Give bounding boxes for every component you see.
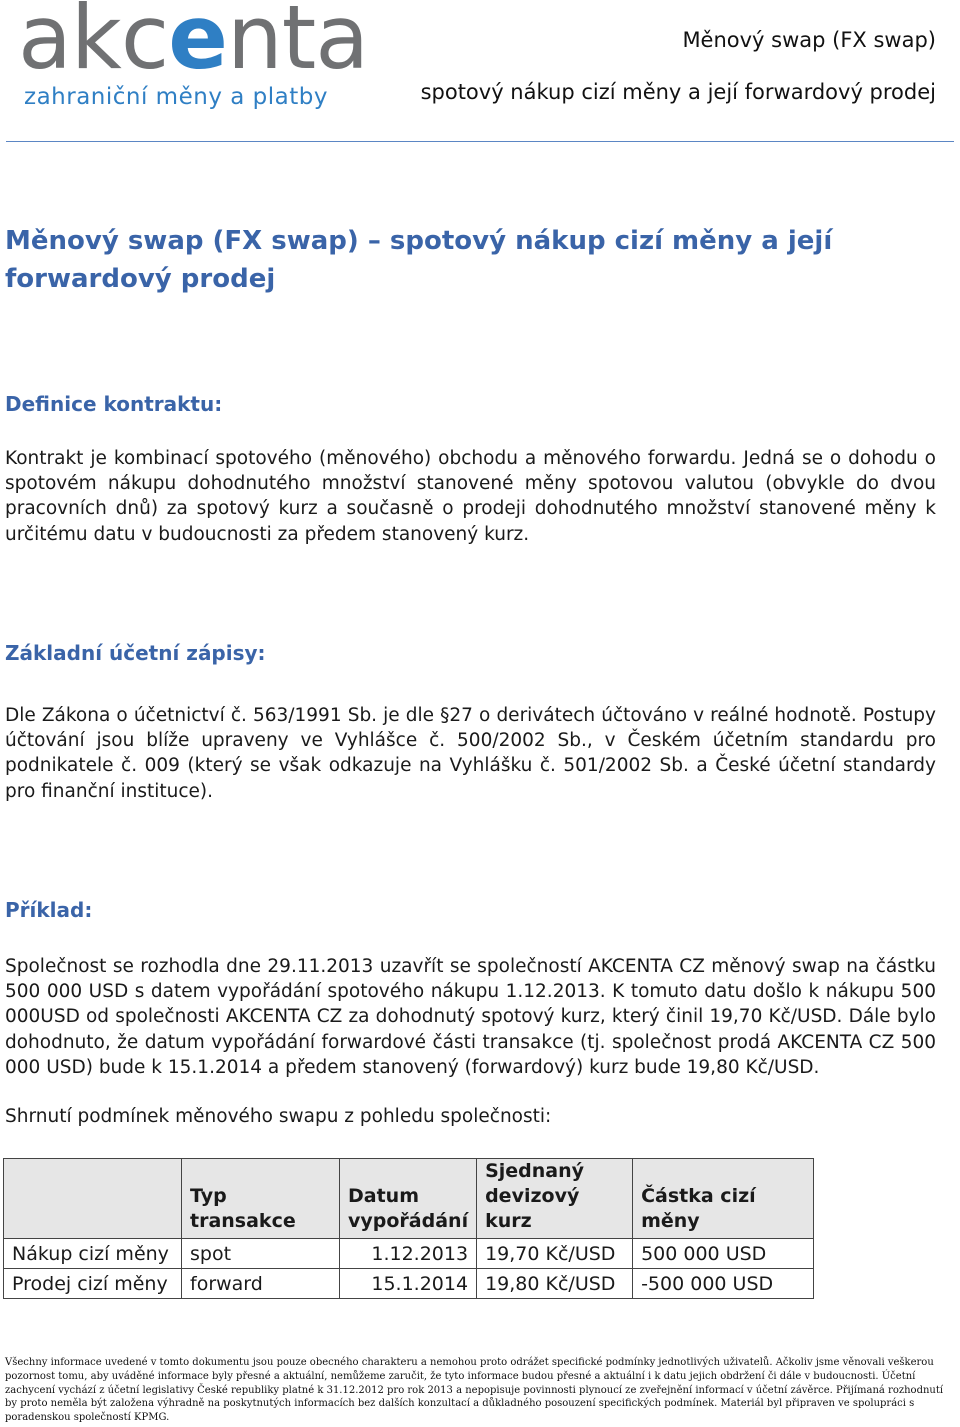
- table-header-cell: Datum vypořádání: [340, 1159, 477, 1239]
- summary-label: Shrnutí podmínek měnového swapu z pohledu společnosti:: [5, 1106, 552, 1127]
- table-cell: forward: [182, 1269, 340, 1299]
- page-title: Měnový swap (FX swap) – spotový nákup cizí měny a její forwardový prodej: [5, 226, 833, 294]
- logo-word-part: nta: [226, 0, 369, 89]
- example-text: Společnost se rozhodla dne 29.11.2013 uzavřít se společností AKCENTA CZ měnový swap na částku 500 000 USD s datem vypořádání spotového nákupu 1.12.2013. K tomuto datu došlo k nákupu 500 000USD od společnosti AKCENTA CZ za dohodnutý spotový kurz, který činil 19,70 Kč/USD. Dále bylo dohodnuto, že datum vypořádání forwardové části transakce (tj. společnost prodá AKCENTA CZ 500 000 USD) bude k 15.1.2014 a předem stanovený (forwardový) kurz bude 19,80 Kč/USD.: [5, 956, 936, 1078]
- table-header-cell: Částka cizí měny: [633, 1159, 814, 1239]
- example-heading: Příklad:: [5, 898, 93, 922]
- table-cell: 19,70 Kč/USD: [477, 1239, 633, 1269]
- header-subtitle: spotový nákup cizí měny a její forwardový prodej: [420, 80, 936, 104]
- definition-heading: Definice kontraktu:: [5, 392, 223, 416]
- accounting-text: Dle Zákona o účetnictví č. 563/1991 Sb. je dle §27 o derivátech účtováno v reálné hodnotě. Postupy účtování jsou blíže upraveny ve Vyhlášce č. 500/2002 Sb., v Českém účetním standardu pro podnikatele č. 009 (který se však odkazuje na Vyhlášku č. 501/2002 Sb. a České účetní standardy pro finanční instituce).: [5, 705, 936, 802]
- table-cell: 19,80 Kč/USD: [477, 1269, 633, 1299]
- logo-word-part: akc: [18, 0, 169, 89]
- table-header-row: [4, 1159, 814, 1239]
- swap-summary-table: [3, 1158, 814, 1299]
- table-header-cell: [4, 1159, 182, 1239]
- table-cell: Prodej cizí měny: [4, 1269, 182, 1299]
- logo-tagline: zahraniční měny a platby: [24, 84, 328, 110]
- disclaimer-footer: Všechny informace uvedené v tomto dokumentu jsou pouze obecného charakteru a nemohou proto odrážet specifické podmínky jednotlivých uživatelů. Ačkoliv jsme věnovali veškerou pozornost tomu, aby uváděné informace byly přesné a aktuální, nemůžeme zaručit, že tyto informace budou přesné a aktuální i k datu jejich obdržení či dále v budoucnosti. Účetní zachycení vychází z účetní legislativy České republiky platné k 31.12.2012 pro rok 2013 a nepopisuje povinnosti plynoucí ze zveřejnění informací v účetní závěrce. Přijímaná rozhodnutí by proto neměla být založena výhradně na poskytnutých informacích bez dalších konzultací a důkladného posouzení specifických podmínek. Materiál byl připraven ve spolupráci s poradenskou společností KPMG.: [5, 1357, 944, 1424]
- table-cell: 500 000 USD: [633, 1239, 814, 1269]
- table-cell: Nákup cizí měny: [4, 1239, 182, 1269]
- table-cell: 1.12.2013: [340, 1239, 477, 1269]
- definition-text: Kontrakt je kombinací spotového (měnového) obchodu a měnového forwardu. Jedná se o dohodu o spotovém nákupu dohodnutého množství stanovené měny spotovou valutou (obvykle do dvou pracovních dnů) za spotový kurz a současně o prodeji dohodnutého množství stanovené měny k určitému datu v budoucnosti za předem stanovený kurz.: [5, 448, 936, 545]
- logo-wordmark: [18, 0, 369, 89]
- table-cell: 15.1.2014: [340, 1269, 477, 1299]
- header-title: Měnový swap (FX swap): [682, 28, 936, 52]
- table-cell: -500 000 USD: [633, 1269, 814, 1299]
- table-row: [4, 1239, 814, 1269]
- akcenta-logo: [18, 0, 378, 120]
- accounting-heading: Základní účetní zápisy:: [5, 641, 266, 665]
- table-header-cell: Sjednaný devizový kurz: [477, 1159, 633, 1239]
- logo-word-accent: e: [168, 0, 227, 89]
- header-divider: [6, 141, 954, 142]
- table-row: [4, 1269, 814, 1299]
- table-cell: spot: [182, 1239, 340, 1269]
- table-header-cell: Typ transakce: [182, 1159, 340, 1239]
